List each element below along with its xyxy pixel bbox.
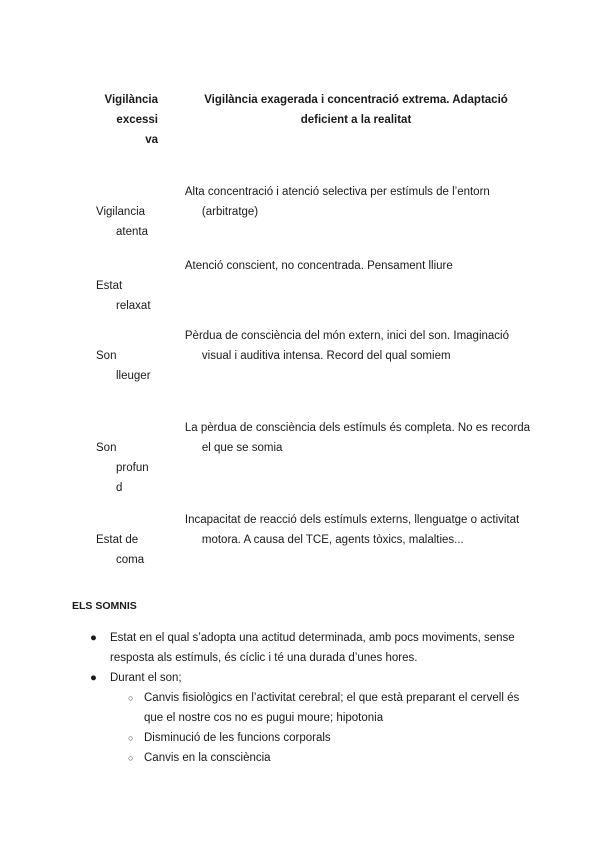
sub-list-item bbox=[90, 748, 530, 768]
row-term-line1: Son bbox=[96, 350, 117, 362]
row-term bbox=[96, 256, 159, 336]
row-term-line1: Estat de bbox=[96, 534, 139, 546]
table-row bbox=[96, 510, 536, 590]
table-row bbox=[96, 256, 536, 336]
sub-list-item-text: Canvis en la consciència bbox=[144, 752, 271, 764]
header-description: Vigilància exagerada i concentració extrema. Adaptació deficient a la realitat bbox=[204, 94, 508, 126]
row-term-line1: Vigilancia bbox=[96, 206, 146, 218]
hollow-bullet-icon: ○ bbox=[128, 693, 134, 703]
sub-list-item-text: Disminució de les funcions corporals bbox=[144, 732, 331, 744]
bullet-icon: ● bbox=[90, 672, 97, 684]
table-row bbox=[96, 182, 536, 262]
hollow-bullet-icon: ○ bbox=[128, 753, 134, 763]
table-row bbox=[96, 418, 536, 518]
list-item-text: Estat en el qual s’adopta una actitud determinada, amb pocs moviments, sense resposta als estímuls, és cíclic i té una durada d’unes hores. bbox=[110, 632, 515, 664]
row-description: Pèrdua de consciència del món extern, inici del son. Imaginació visual i auditiva intensa. Record del qual somiem bbox=[184, 330, 509, 362]
bullet-icon: ● bbox=[90, 632, 97, 644]
sub-list-item bbox=[90, 688, 530, 728]
row-term bbox=[96, 326, 159, 406]
sub-list-item-text: Canvis fisiològics en l’activitat cerebral; el que està preparant el cervell és que el nostre cos no es pugui moure; hipotonia bbox=[144, 692, 520, 724]
hollow-bullet-icon: ○ bbox=[128, 733, 134, 743]
row-description: Incapacitat de reacció dels estímuls externs, llenguatge o activitat motora. A causa del TCE, agents tòxics, malalties... bbox=[184, 514, 520, 546]
row-description: La pèrdua de consciència dels estímuls és completa. No es recorda el que se somia bbox=[184, 422, 531, 454]
row-term-line2: lleuger bbox=[116, 370, 151, 382]
row-term-line2: coma bbox=[116, 554, 145, 566]
states-table bbox=[96, 90, 536, 566]
row-term bbox=[96, 182, 159, 262]
row-term-line1: Son bbox=[96, 442, 117, 454]
row-term-line1: Estat bbox=[96, 280, 123, 292]
section-title: ELS SOMNIS bbox=[72, 600, 137, 612]
header-term: Vigilància excessi va bbox=[104, 94, 158, 146]
bullet-list bbox=[90, 628, 530, 768]
row-description: Alta concentració i atenció selectiva per estímuls de l’entorn (arbitratge) bbox=[184, 186, 490, 218]
list-item bbox=[90, 628, 530, 668]
table-row bbox=[96, 326, 536, 406]
row-description: Atenció conscient, no concentrada. Pensament lliure bbox=[184, 260, 453, 272]
row-term bbox=[96, 510, 159, 590]
list-item-text: Durant el son; bbox=[110, 672, 182, 684]
row-term-line2: relaxat bbox=[116, 300, 151, 312]
list-item bbox=[90, 668, 530, 688]
row-term-line2: profun d bbox=[116, 462, 149, 494]
row-term bbox=[96, 418, 159, 518]
row-term-line2: atenta bbox=[116, 226, 148, 238]
sub-list-item bbox=[90, 728, 530, 748]
table-header bbox=[96, 90, 536, 150]
